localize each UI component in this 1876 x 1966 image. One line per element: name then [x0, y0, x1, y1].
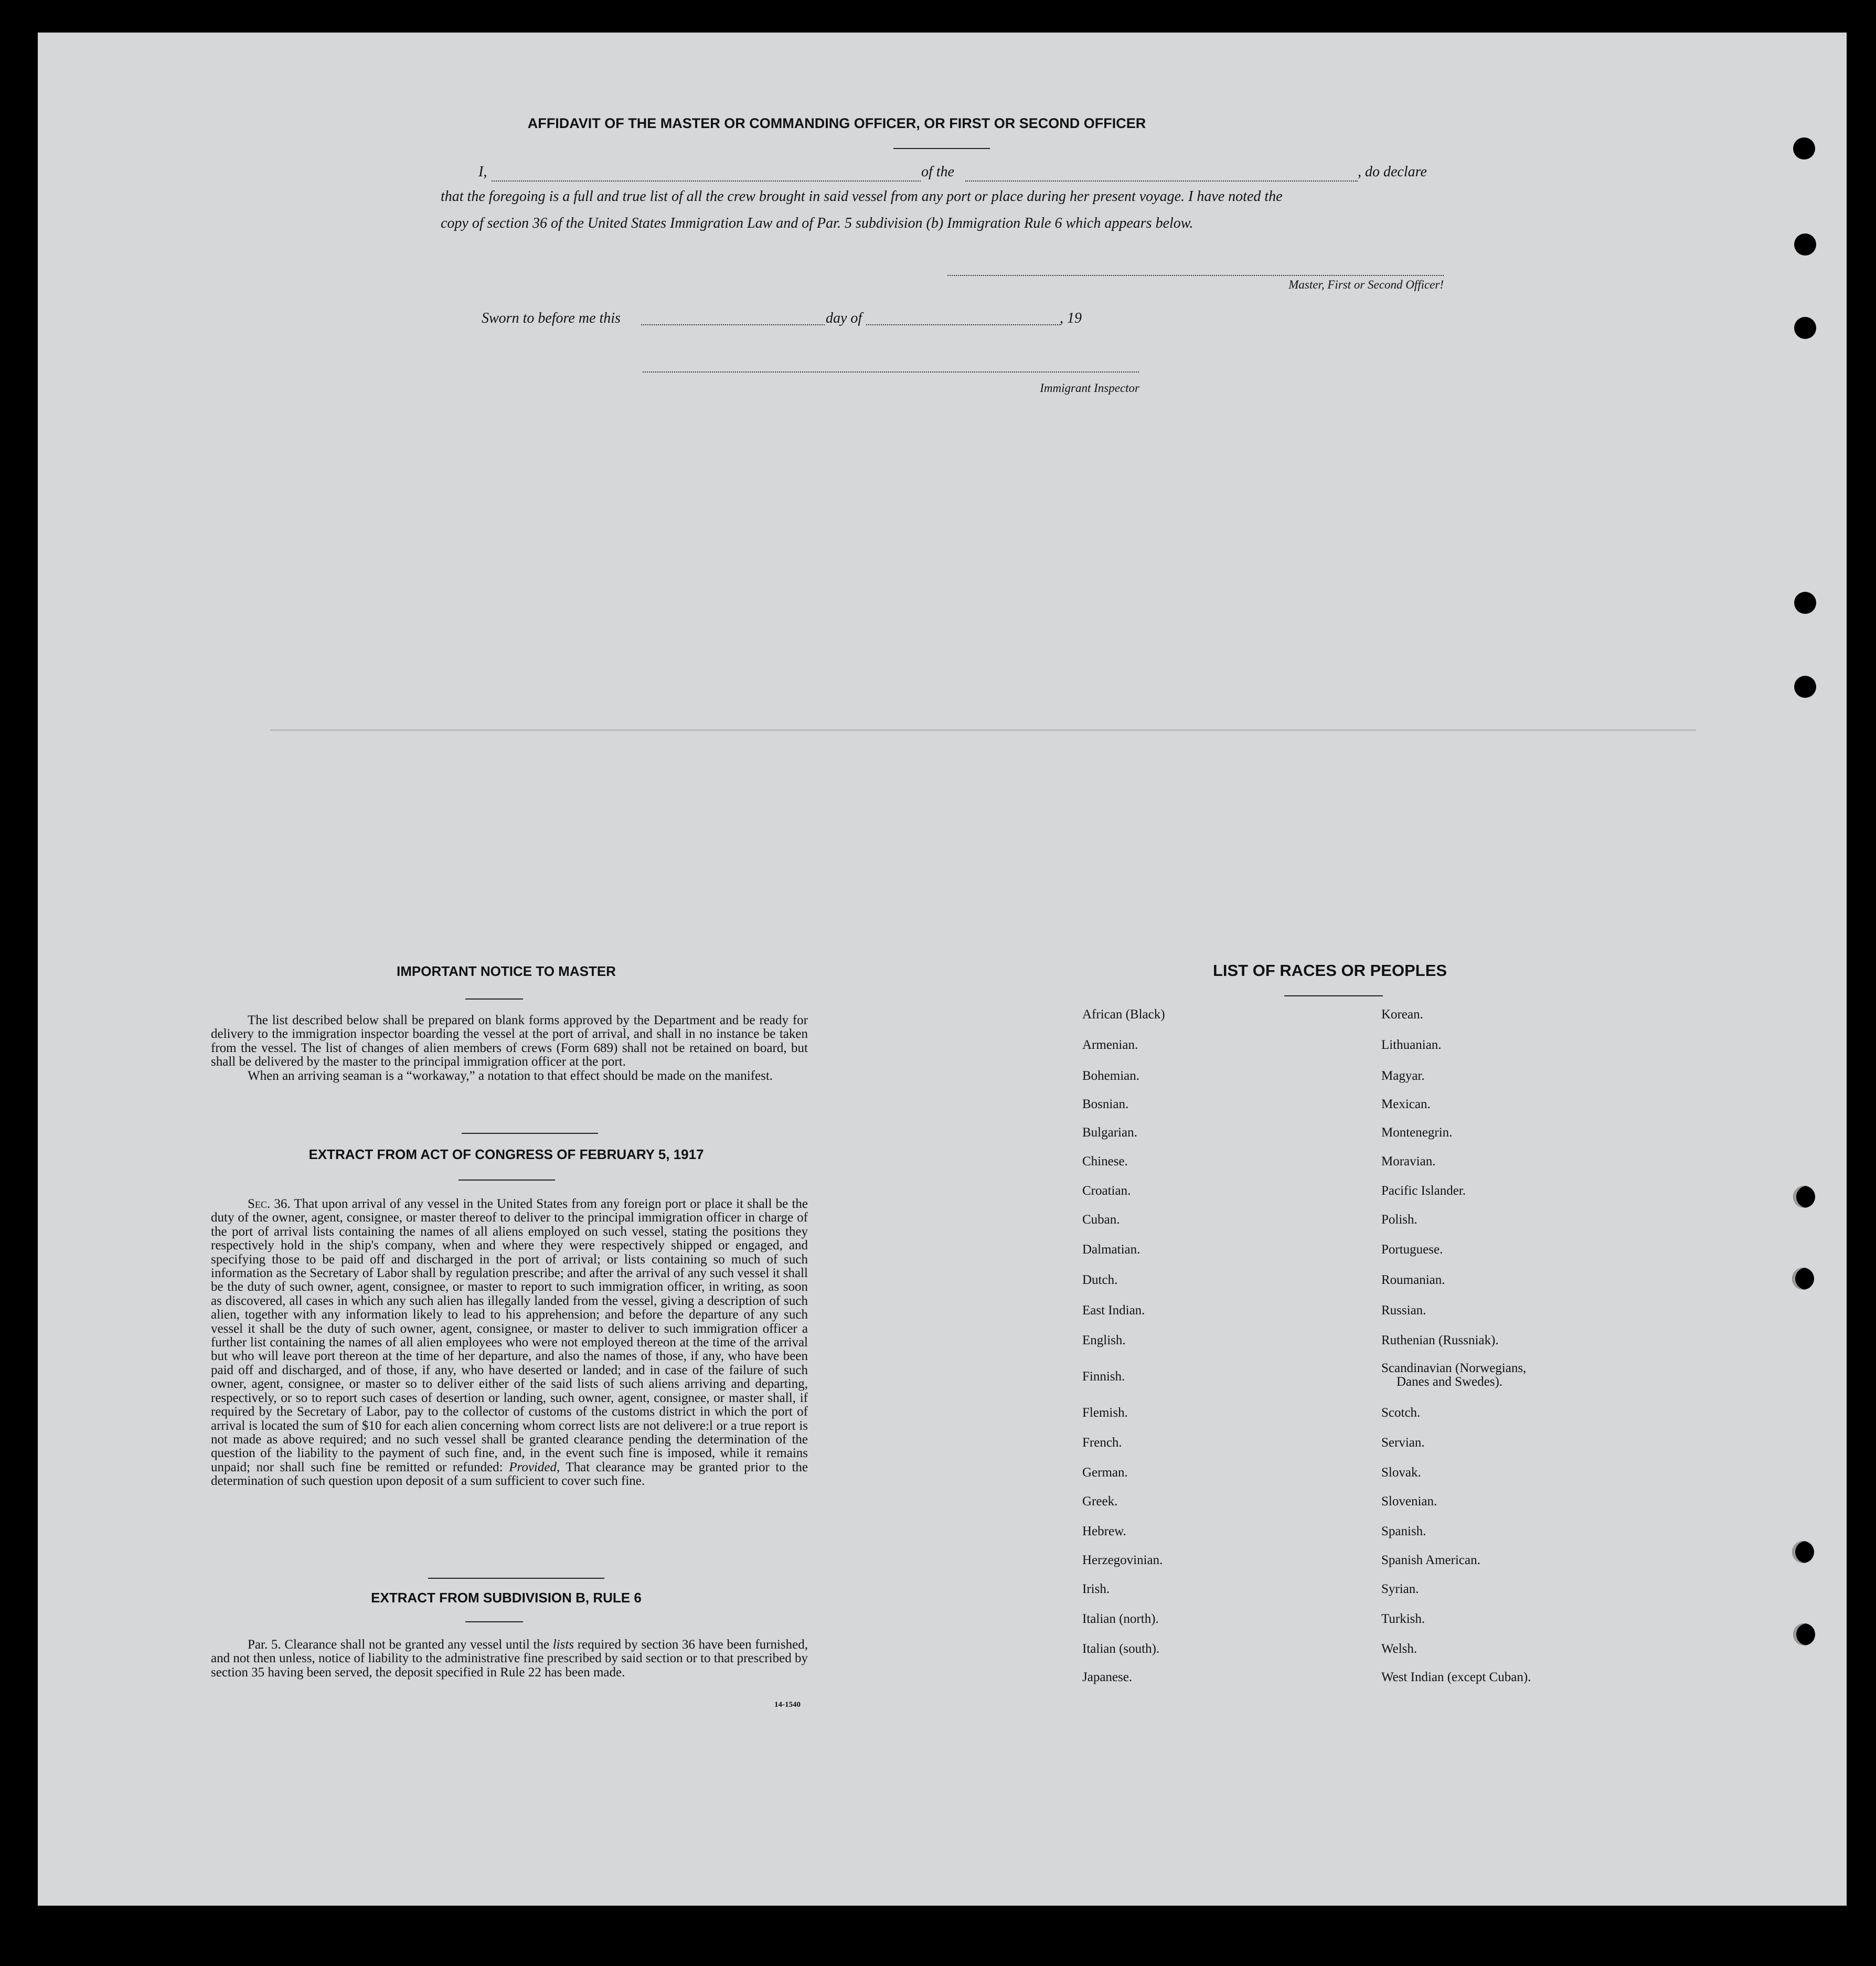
race-item: Dutch. — [1082, 1273, 1118, 1287]
race-item: Russian. — [1381, 1303, 1426, 1317]
race-item: Korean. — [1381, 1007, 1423, 1022]
binder-hole — [1794, 233, 1816, 256]
affidavit-declare-label: , do declare — [1358, 164, 1427, 180]
race-item: African (Black) — [1082, 1007, 1165, 1022]
race-item: Croatian. — [1082, 1184, 1131, 1198]
affidavit-line-3: copy of section 36 of the United States Immigration Law and of Par. 5 subdivision (b) Immigration Rule 6 which appears below. — [441, 215, 1193, 231]
affidavit-line-2: that the foregoing is a full and true list of all the crew brought in said vessel from any port or place during her present voyage. I have noted the — [441, 188, 1283, 205]
notice-paragraph-2: When an arriving seaman is a “workaway,” a notation to that effect should be made on the manifest. — [248, 1068, 773, 1083]
notice-title: IMPORTANT NOTICE TO MASTER — [397, 963, 616, 979]
race-item: German. — [1082, 1465, 1128, 1480]
race-item: Portuguese. — [1381, 1242, 1443, 1257]
section-separator — [428, 1578, 604, 1579]
binder-hole — [1793, 137, 1815, 160]
races-title-rule — [1284, 995, 1383, 996]
races-title: LIST OF RACES OR PEOPLES — [1212, 961, 1447, 980]
race-item: Cuban. — [1082, 1213, 1120, 1227]
lists-word: lists — [552, 1638, 574, 1652]
binder-hole — [1793, 1623, 1815, 1645]
affidavit-title: AFFIDAVIT OF THE MASTER OR COMMANDING OFFICER, OR FIRST OR SECOND OFFICER — [527, 115, 1146, 131]
race-item: Spanish American. — [1381, 1553, 1480, 1567]
act-extract-body — [211, 1197, 808, 1489]
master-name-field[interactable] — [492, 180, 921, 182]
race-item: Turkish. — [1381, 1612, 1425, 1626]
race-item: Scotch. — [1381, 1406, 1421, 1420]
race-item: Dalmatian. — [1082, 1242, 1140, 1257]
race-item: Magyar. — [1381, 1069, 1425, 1083]
race-item-scandinavian-continued: Danes and Swedes). — [1397, 1375, 1503, 1389]
race-item: Lithuanian. — [1381, 1038, 1442, 1052]
affidavit-of-the-label: of the — [921, 164, 954, 180]
notice-paragraph-1: The list described below shall be prepared on blank forms approved by the Department and be ready for delivery to the immigration inspector boarding the vessel at the port of arrival, and shall in no instance be taken from the vessel. The list of changes of alien members of crews (Form 689) shall not be retained on board, but shall be delivered by the master to the principal immigration officer at the port. — [211, 1013, 808, 1069]
race-item: Italian (north). — [1082, 1612, 1159, 1626]
act-extract-title-rule — [459, 1179, 555, 1181]
bleed-through-line — [270, 729, 1696, 731]
section-separator — [462, 1133, 598, 1134]
inspector-caption: Immigrant Inspector — [1040, 381, 1139, 395]
race-item: West Indian (except Cuban). — [1381, 1670, 1531, 1684]
rule-extract-title-rule — [465, 1621, 523, 1622]
binder-hole — [1794, 317, 1816, 339]
day-of-label: day of — [826, 310, 862, 326]
race-item: Italian (south). — [1082, 1642, 1160, 1656]
race-item: Pacific Islander. — [1381, 1184, 1466, 1198]
race-item: East Indian. — [1082, 1303, 1145, 1317]
provided-label: Provided, — [509, 1460, 560, 1474]
race-item: Scandinavian (Norwegians, — [1381, 1361, 1527, 1375]
notice-body — [211, 1014, 808, 1083]
race-item: Bosnian. — [1082, 1097, 1129, 1111]
race-item: Roumanian. — [1381, 1273, 1445, 1287]
par-5-text-b: required by section 36 have been furnished, and not then unless, notice of liability to the administrative fine prescribed by said section or to that prescribed by section 35 having been served, the deposit specified in Rule 22 has been made. — [211, 1638, 808, 1680]
sworn-month-field[interactable] — [866, 324, 1060, 325]
race-item: Welsh. — [1381, 1642, 1417, 1656]
affidavit-title-rule — [893, 148, 990, 149]
sec-36-text: That upon arrival of any vessel in the United States from any foreign port or place it shall be the duty of the owner, agent, consignee, or master thereof to deliver to the principal immigration officer in charge of the port of arrival lists containing the names of all aliens employed on such vessel, stating the positions they respectively hold in the ship's company, when and where they were respectively shipped or engaged, and specifying those to be paid off and discharged in the port of arrival; or lists containing so much of such information as the Secretary of Labor shall by regulation prescribe; and after the arrival of any such vessel it shall be the duty of such owner, agent, consignee, or master to report to such immigration officer, in writing, as soon as discovered, all cases in which any such alien has illegally landed from the vessel, giving a description of such alien, together with any information likely to lead to his apprehension; and before the departure of any such vessel it shall be the duty of such owner, agent, consignee, or master to deliver to such immigration officer a further list containing the names of all alien employees who were not employed thereon at the time of the arrival but who will leave port thereon at the time of her departure, and also the names of those, if any, who have been paid off and discharged, and of those, if any, who have deserted or landed; and in case of the failure of such owner, agent, consignee, or master so to deliver either of the said lists of such aliens arriving and departing, respectively, or so to report such cases of desertion or landing, such owner, agent, consignee, or master shall, if required by the Secretary of Labor, pay to the collector of customs of the customs district in which the port of arrival is located the sum of $10 for each alien concerning whom correct lists are not delivere:l or a true report is not made as above required; and no such vessel shall be granted clearance pending the determination of the question of the liability to the payment of such fine, and, in the event such fine is imposed, while it remains unpaid; nor shall such fine be remitted or refunded: — [211, 1197, 808, 1474]
race-item: Mexican. — [1381, 1097, 1431, 1111]
sworn-label: Sworn to before me this — [482, 310, 621, 326]
race-item: Greek. — [1082, 1494, 1118, 1508]
sec-36-label: Sec. 36. — [248, 1197, 291, 1211]
race-item: Slovenian. — [1381, 1494, 1437, 1508]
notice-title-rule — [465, 998, 523, 1000]
race-item: French. — [1082, 1436, 1122, 1450]
vessel-name-field[interactable] — [965, 180, 1358, 182]
signature-caption: Master, First or Second Officer! — [1288, 278, 1444, 291]
binder-hole — [1793, 1186, 1815, 1208]
par-5-text-a: Par. 5. Clearance shall not be granted any vessel until the — [248, 1638, 550, 1652]
race-item: Moravian. — [1381, 1154, 1436, 1168]
race-item: Syrian. — [1381, 1582, 1419, 1596]
race-item: Finnish. — [1082, 1369, 1125, 1384]
inspector-signature-field[interactable] — [643, 371, 1139, 373]
race-item: Servian. — [1381, 1436, 1425, 1450]
binder-hole — [1792, 1541, 1814, 1563]
race-item: Montenegrin. — [1381, 1125, 1453, 1140]
race-item: Bohemian. — [1082, 1069, 1140, 1083]
form-number: 14-1540 — [774, 1701, 801, 1709]
race-item: Flemish. — [1082, 1406, 1128, 1420]
race-item: Slovak. — [1381, 1465, 1421, 1480]
race-item: Irish. — [1082, 1582, 1110, 1596]
binder-hole — [1792, 1268, 1814, 1290]
rule-extract-body — [211, 1638, 808, 1680]
year-label: , 19 — [1060, 310, 1082, 326]
race-item: Bulgarian. — [1082, 1125, 1137, 1140]
race-item: Spanish. — [1381, 1524, 1426, 1538]
race-item: Ruthenian (Russniak). — [1381, 1333, 1499, 1347]
rule-extract-title: EXTRACT FROM SUBDIVISION B, RULE 6 — [371, 1590, 642, 1606]
race-item: Japanese. — [1082, 1670, 1133, 1684]
sworn-day-field[interactable] — [641, 324, 825, 325]
race-item: Chinese. — [1082, 1154, 1128, 1168]
affidavit-i-label: I, — [478, 164, 487, 180]
sec-36-text-end: That clearance may be granted prior to the determination of such question upon deposit of a sum sufficient to cover such fine. — [211, 1460, 808, 1489]
race-item: Armenian. — [1082, 1038, 1138, 1052]
race-item: Herzegovinian. — [1082, 1553, 1163, 1567]
master-signature-field[interactable] — [947, 275, 1444, 276]
race-item: English. — [1082, 1333, 1126, 1347]
binder-hole — [1794, 676, 1816, 698]
race-item: Polish. — [1381, 1213, 1417, 1227]
binder-hole — [1794, 592, 1816, 614]
act-extract-title: EXTRACT FROM ACT OF CONGRESS OF FEBRUARY 5, 1917 — [308, 1146, 704, 1162]
race-item: Hebrew. — [1082, 1524, 1126, 1538]
